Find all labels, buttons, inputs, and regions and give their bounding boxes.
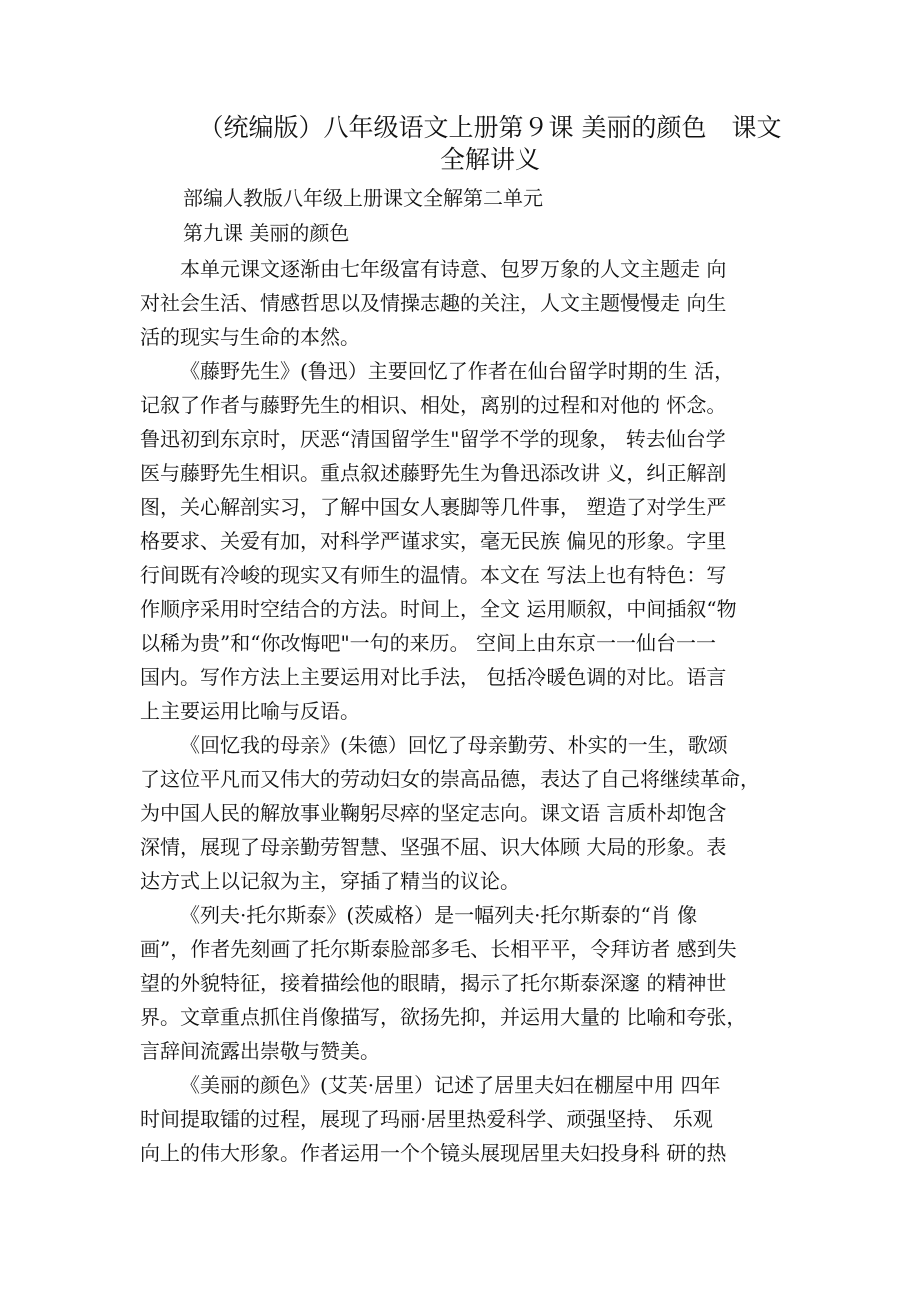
paragraph-tengye — [140, 354, 800, 728]
paragraph-tolstoy — [140, 898, 800, 1068]
text-line: 《美丽的颜色》(艾芙·居里）记述了居里夫妇在棚屋中用 四年 — [180, 1073, 721, 1097]
text-line: 画”，作者先刻画了托尔斯泰脸部多毛、长相平平，令拜访者 感到失 — [140, 937, 737, 961]
text-line: 对社会生活、情感哲思以及情操志趣的关注，人文主题慢慢走 向生 — [140, 291, 727, 315]
text-line: 上主要运用比喻与反语。 — [140, 699, 360, 723]
text-line: 《藤野先生》(鲁迅）主要回忆了作者在仙台留学时期的生 活， — [180, 359, 735, 383]
text-line: 作顺序采用时空结合的方法。时间上，全文 运用顺叙，中间插叙“物 — [140, 597, 737, 621]
text-line: 行间既有冷峻的现实又有师生的温情。本文在 写法上也有特色：写 — [140, 563, 727, 587]
text-line: 言辞间流露出崇敬与赞美。 — [140, 1039, 380, 1063]
text-line: 深情，展现了母亲勤劳智慧、坚强不屈、识大体顾 大局的形象。表 — [140, 835, 727, 859]
text-line: 向上的伟大形象。作者运用一个个镜头展现居里夫妇投身科 研的热 — [140, 1141, 727, 1165]
text-line: 医与藤野先生相识。重点叙述藤野先生为鲁迅添改讲 义，纠正解剖 — [140, 461, 727, 485]
text-line: 图，关心解剖实习，了解中国女人裹脚等几件事， 塑造了对学生严 — [140, 495, 727, 519]
text-line: 《回忆我的母亲》(朱德）回忆了母亲勤劳、朴实的一生，歌颂 — [180, 733, 728, 757]
paragraph-intro — [140, 252, 800, 354]
title-line-2: 全解讲义 — [439, 145, 540, 174]
document-subtitle: 部编人教版八年级上册课文全解第二单元 — [183, 186, 543, 210]
text-line: 界。文章重点抓住肖像描写，欲扬先抑，并运用大量的 比喻和夸张， — [140, 1005, 747, 1029]
paragraph-colors — [140, 1068, 800, 1170]
text-line: 以稀为贵”和“你改悔吧"一句的来历。 空间上由东京一一仙台一一 — [140, 631, 717, 655]
paragraph-mother — [140, 728, 800, 898]
lesson-heading: 第九课 美丽的颜色 — [183, 221, 350, 245]
text-line: 时间提取镭的过程，展现了玛丽·居里热爱科学、顽强坚持、 乐观 — [140, 1107, 713, 1131]
text-line: 本单元课文逐渐由七年级富有诗意、包罗万象的人文主题走 向 — [180, 257, 727, 281]
text-line: 望的外貌特征，接着描绘他的眼睛，揭示了托尔斯泰深邃 的精神世 — [140, 971, 727, 995]
text-line: 鲁迅初到东京时，厌恶“清国留学生"留学不学的现象， 转去仙台学 — [140, 427, 726, 451]
text-line: 格要求、关爱有加，对科学严谨求实，毫无民族 偏见的形象。字里 — [140, 529, 727, 553]
text-line: 为中国人民的解放事业鞠躬尽瘁的坚定志向。课文语 言质朴却饱含 — [140, 801, 727, 825]
text-line: 记叙了作者与藤野先生的相识、相处，离别的过程和对他的 怀念。 — [140, 393, 727, 417]
text-line: 《列夫·托尔斯泰》(茨威格）是一幅列夫·托尔斯泰的“肖 像 — [180, 903, 698, 927]
text-line: 国内。写作方法上主要运用对比手法， 包括冷暖色调的对比。语言 — [140, 665, 727, 689]
text-line: 活的现实与生命的本然。 — [140, 325, 360, 349]
text-line: 达方式上以记叙为主，穿插了精当的议论。 — [140, 869, 520, 893]
text-line: 了这位平凡而又伟大的劳动妇女的崇高品德，表达了自己将继续革命， — [140, 767, 760, 791]
document-title — [140, 112, 840, 176]
title-line-1: （统编版）八年级语文上册第９课 美丽的颜色 课文 — [198, 113, 782, 142]
